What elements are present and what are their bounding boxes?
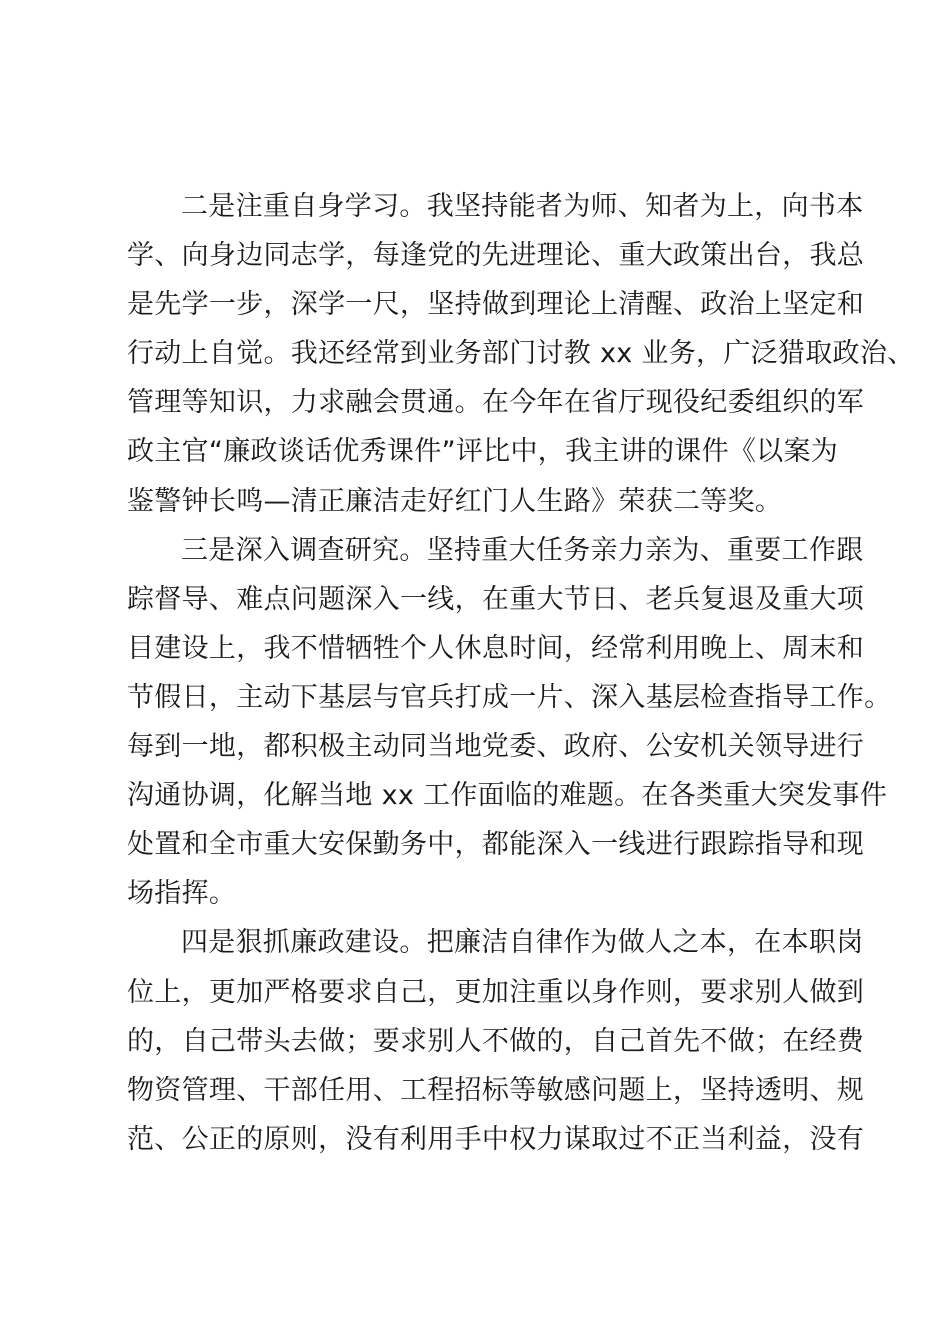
text-line: 处置和全市重大安保勤务中，都能深入一线进行跟踪指导和现	[127, 829, 865, 861]
text-line: 学、向身边同志学，每逢党的先进理论、重大政策出台，我总	[127, 240, 865, 272]
text-line: 目建设上，我不惜牺牲个人休息时间，经常利用晚上、周末和	[127, 632, 865, 664]
text-line: 四是狠抓廉政建设。把廉洁自律作为做人之本，在本职岗	[181, 927, 864, 959]
paragraph-self-study	[127, 182, 915, 526]
text-line: 是先学一步，深学一尺，坚持做到理论上清醒、政治上坚定和	[127, 289, 865, 321]
text-line: 踪督导、难点问题深入一线，在重大节日、老兵复退及重大项	[127, 583, 865, 615]
text-line: 每到一地，都积极主动同当地党委、政府、公安机关领导进行	[127, 731, 865, 763]
text-line: 的，自己带头去做；要求别人不做的，自己首先不做；在经费	[127, 1025, 865, 1057]
text-line: 三是深入调查研究。坚持重大任务亲力亲为、重要工作跟	[181, 534, 864, 566]
text-line: 位上，更加严格要求自己，更加注重以身作则，要求别人做到	[127, 976, 865, 1008]
text-line: 节假日，主动下基层与官兵打成一片、深入基层检查指导工作。	[127, 681, 892, 713]
text-line: 鉴警钟长鸣—清正廉洁走好红门人生路》荣获二等奖。	[127, 485, 783, 517]
text-line: 管理等知识，力求融会贯通。在今年在省厅现役纪委组织的军	[127, 387, 865, 419]
text-line: 范、公正的原则，没有利用手中权力谋取过不正当利益，没有	[127, 1123, 865, 1155]
text-line: 沟通协调，化解当地 xx 工作面临的难题。在各类重大突发事件	[127, 780, 888, 812]
paragraph-integrity	[127, 918, 865, 1163]
text-line: 政主官“廉政谈话优秀课件”评比中，我主讲的课件《以案为	[127, 436, 839, 468]
paragraph-investigation	[127, 526, 892, 919]
text-line: 二是注重自身学习。我坚持能者为师、知者为上，向书本	[181, 191, 864, 222]
text-line: 场指挥。	[127, 878, 237, 910]
document-body	[127, 182, 915, 1164]
text-line: 行动上自觉。我还经常到业务部门讨教 xx 业务，广泛猎取政治、	[127, 338, 915, 370]
text-line: 物资管理、干部任用、工程招标等敏感问题上，坚持透明、规	[127, 1074, 865, 1106]
